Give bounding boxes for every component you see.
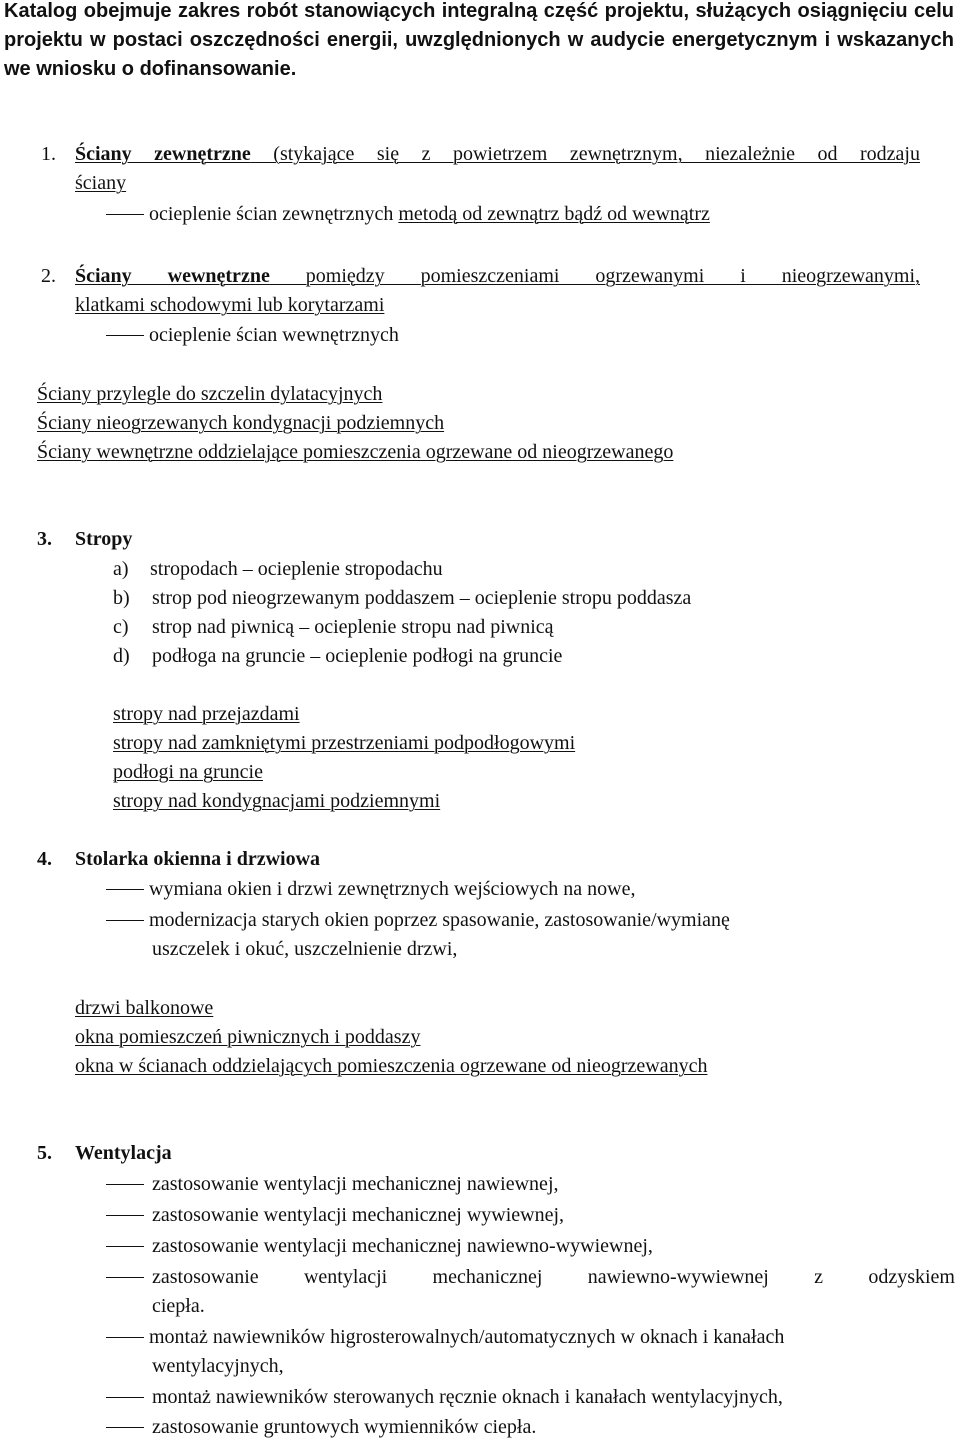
section-2-description: pomiędzy pomieszczeniami ogrzewanymi i nieogrzewanymi, <box>269 265 921 287</box>
dash-bullet <box>106 920 144 921</box>
section-4-title: Stolarka okienna i drzwiowa <box>75 848 321 870</box>
section-5-item-4-cont: ciepła. <box>152 1295 205 1317</box>
section-3-number: 3. <box>37 528 52 550</box>
dash-bullet <box>106 335 144 336</box>
section-3-extra-2: stropy nad zamkniętymi przestrzeniami podpodłogowymi <box>113 732 576 754</box>
section-2-extra-1: Ściany przylegle do szczelin dylatacyjnych <box>37 383 383 405</box>
section-1-title: Ściany zewnętrzne <box>75 143 251 165</box>
section-3-item-b: strop pod nieogrzewanym poddaszem – ocieplenie stropu poddasza <box>152 587 692 609</box>
section-2-heading <box>75 262 920 291</box>
section-1-item-1: ocieplenie ścian zewnętrznych metodą od zewnątrz bądź od wewnątrz <box>149 203 710 225</box>
section-4-item-2-cont: uszczelek i okuć, uszczelnienie drzwi, <box>152 938 458 960</box>
section-4-number: 4. <box>37 848 52 870</box>
section-2-description-cont: klatkami schodowymi lub korytarzami <box>75 294 385 316</box>
section-2-item-1: ocieplenie ścian wewnętrznych <box>149 324 399 346</box>
section-2-extra-2: Ściany nieogrzewanych kondygnacji podziemnych <box>37 412 445 434</box>
section-2-title: Ściany wewnętrzne <box>75 265 270 287</box>
section-5-item-2: zastosowanie wentylacji mechanicznej wywiewnej, <box>152 1204 565 1226</box>
section-5-item-5: montaż nawiewników higrosterowalnych/automatycznych w oknach i kanałach <box>149 1326 785 1348</box>
section-5-number: 5. <box>37 1142 52 1164</box>
section-1-number: 1. <box>41 143 56 165</box>
section-4-item-1: wymiana okien i drzwi zewnętrznych wejściowych na nowe, <box>149 878 636 900</box>
section-5-item-3: zastosowanie wentylacji mechanicznej nawiewno-wywiewnej, <box>152 1235 653 1257</box>
dash-bullet <box>106 1246 144 1247</box>
dash-bullet <box>106 1427 144 1428</box>
section-3-extra-3: podłogi na gruncie <box>113 761 263 783</box>
section-4-extra-3: okna w ścianach oddzielających pomieszczenia ogrzewane od nieogrzewanych <box>75 1055 708 1077</box>
section-3-item-a-label: a) <box>113 558 129 580</box>
dash-bullet <box>106 1277 144 1278</box>
section-1-description-cont: ściany <box>75 172 127 194</box>
section-1-description: (stykające się z powietrzem zewnętrznym, niezależnie od rodzaju <box>250 143 920 165</box>
section-5-item-5-cont: wentylacyjnych, <box>152 1355 284 1377</box>
dash-bullet <box>106 214 144 215</box>
section-3-title: Stropy <box>75 528 133 550</box>
section-5-item-6: montaż nawiewników sterowanych ręcznie oknach i kanałach wentylacyjnych, <box>152 1386 783 1408</box>
section-5-item-7: zastosowanie gruntowych wymienników ciepła. <box>152 1416 537 1438</box>
section-3-item-a: stropodach – ocieplenie stropodachu <box>150 558 443 580</box>
section-5-title: Wentylacja <box>75 1142 172 1164</box>
section-3-item-b-label: b) <box>113 587 130 609</box>
section-4-item-2: modernizacja starych okien poprzez spasowanie, zastosowanie/wymianę <box>149 909 730 931</box>
dash-bullet <box>106 1397 144 1398</box>
section-5-item-4: zastosowanie wentylacji mechanicznej nawiewno-wywiewnej z odzyskiem <box>152 1266 955 1288</box>
section-2-extra-3: Ściany wewnętrzne oddzielające pomieszczenia ogrzewane od nieogrzewanego <box>37 441 674 463</box>
section-4-extra-2: okna pomieszczeń piwnicznych i poddaszy <box>75 1026 421 1048</box>
section-3-item-d-label: d) <box>113 645 130 667</box>
section-3-item-d: podłoga na gruncie – ocieplenie podłogi na gruncie <box>152 645 563 667</box>
dash-bullet <box>106 1215 144 1216</box>
section-3-extra-1: stropy nad przejazdami <box>113 703 300 725</box>
section-3-item-c-label: c) <box>113 616 129 638</box>
section-3-item-c: strop nad piwnicą – ocieplenie stropu nad piwnicą <box>152 616 554 638</box>
section-1-heading <box>75 140 920 169</box>
section-2-number: 2. <box>41 265 56 287</box>
intro-paragraph: Katalog obejmuje zakres robót stanowiących integralną część projektu, służących osiągnięciu celu projektu w postaci oszczędności energii, uwzględnionych w audycie energetycznym i wskazanych we wniosku o dofinansowanie. <box>4 0 954 80</box>
section-5-item-1: zastosowanie wentylacji mechanicznej nawiewnej, <box>152 1173 559 1195</box>
section-3-extra-4: stropy nad kondygnacjami podziemnymi <box>113 790 441 812</box>
dash-bullet <box>106 1337 144 1338</box>
dash-bullet <box>106 1184 144 1185</box>
section-4-extra-1: drzwi balkonowe <box>75 997 214 1019</box>
dash-bullet <box>106 889 144 890</box>
